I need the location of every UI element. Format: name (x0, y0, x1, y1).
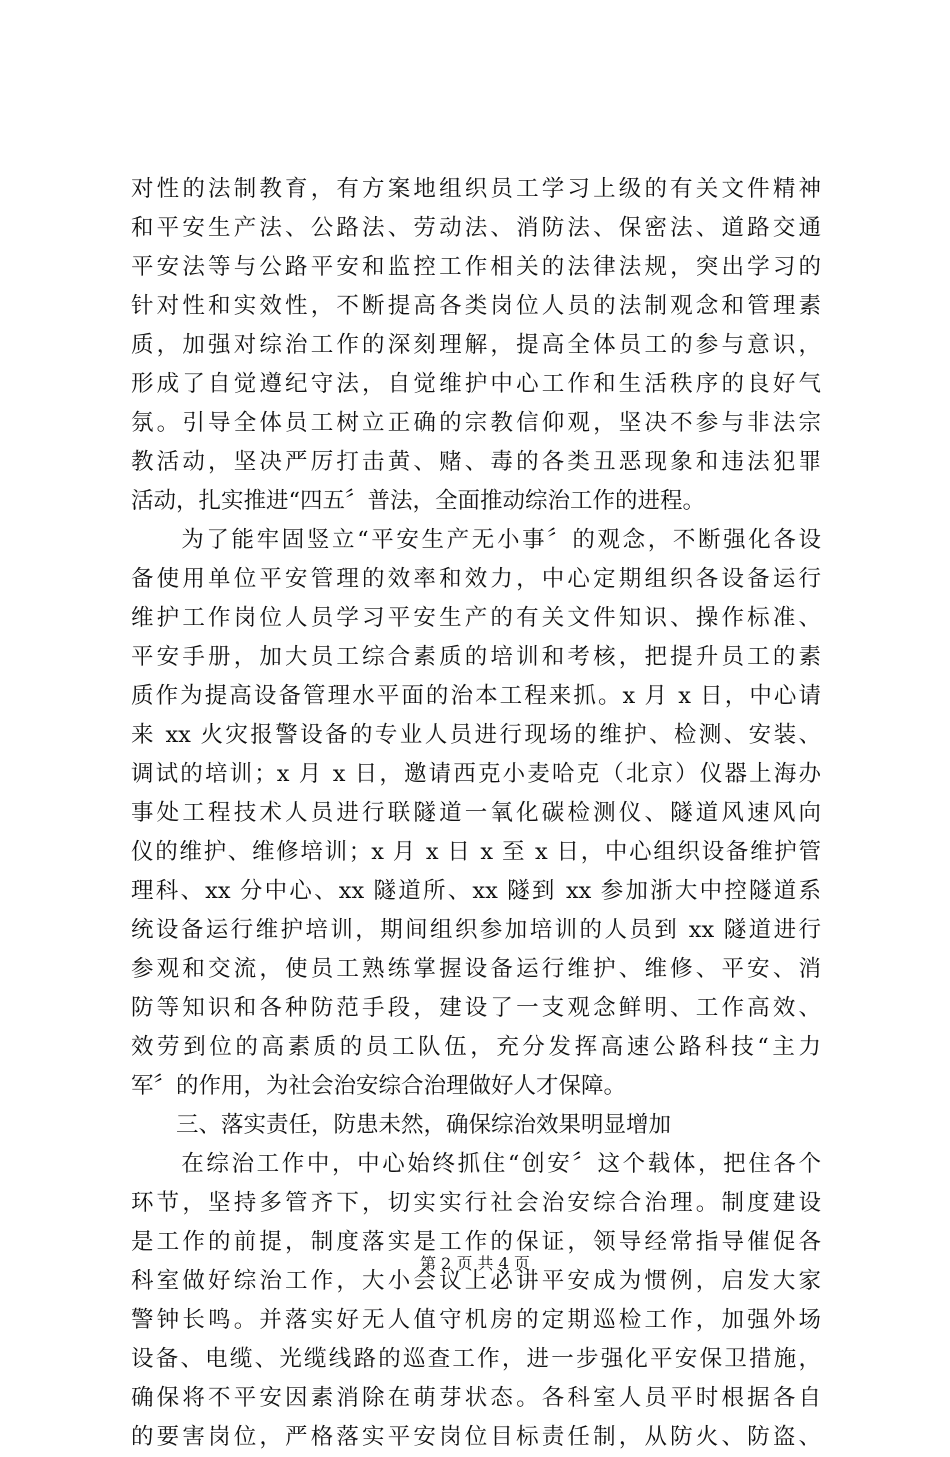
text-line: 备使用单位平安管理的效率和效力，中心定期组织各设备运行 (131, 566, 821, 592)
text-line: 为了能牢固竖立“平安生产无小事〞的观念，不断强化各设 (131, 527, 821, 553)
text-line: 理科、xx 分中心、xx 隧道所、xx 隧到 xx 参加浙大中控隧道系 (131, 878, 821, 904)
text-line: 统设备运行维护培训，期间组织参加培训的人员到 xx 隧道进行 (131, 917, 821, 943)
text-line: 活动，扎实推进“四五〞普法，全面推动综治工作的进程。 (131, 488, 706, 514)
text-line: 事处工程技术人员进行联隧道一氧化碳检测仪、隧道风速风向 (131, 800, 821, 826)
page-number: 第 2 页 共 4 页 (420, 1254, 530, 1273)
text-line: 是工作的前提，制度落实是工作的保证，领导经常指导催促各 (131, 1229, 821, 1255)
text-line: 质作为提高设备管理水平面的治本工程来抓。x 月 x 日，中心请 (131, 683, 821, 709)
text-line: 军〞的作用，为社会治安综合治理做好人才保障。 (131, 1073, 627, 1099)
text-line: 科室做好综治工作，大小会议上必讲平安成为惯例，启发大家 (131, 1268, 821, 1294)
text-line: 环节，坚持多管齐下，切实实行社会治安综合治理。制度建设 (131, 1190, 821, 1216)
text-line: 参观和交流，使员工熟练掌握设备运行维护、维修、平安、消 (131, 956, 821, 982)
text-line: 质，加强对综治工作的深刻理解，提高全体员工的参与意识， (131, 332, 821, 358)
section-heading: 三、落实责任，防患未然，确保综治效果明显增加 (131, 1112, 672, 1138)
text-line: 确保将不平安因素消除在萌芽状态。各科室人员平时根据各自 (131, 1385, 821, 1411)
text-line: 教活动，坚决严厉打击黄、赌、毒的各类丑恶现象和违法犯罪 (131, 449, 821, 475)
text-line: 效劳到位的高素质的员工队伍，充分发挥高速公路科技“主力 (131, 1034, 821, 1060)
text-line: 警钟长鸣。并落实好无人值守机房的定期巡检工作，加强外场 (131, 1307, 821, 1333)
text-line: 防等知识和各种防范手段，建设了一支观念鲜明、工作高效、 (131, 995, 821, 1021)
text-line: 在综治工作中，中心始终抓住“创安〞这个载体，把住各个 (131, 1151, 821, 1177)
text-line: 和平安生产法、公路法、劳动法、消防法、保密法、道路交通 (131, 215, 821, 241)
text-line: 维护工作岗位人员学习平安生产的有关文件知识、操作标准、 (131, 605, 821, 631)
page-footer (0, 1254, 950, 1274)
text-line: 针对性和实效性，不断提高各类岗位人员的法制观念和管理素 (131, 293, 821, 319)
text-line: 的要害岗位，严格落实平安岗位目标责任制，从防火、防盗、 (131, 1424, 821, 1450)
text-line: 氛。引导全体员工树立正确的宗教信仰观，坚决不参与非法宗 (131, 410, 821, 436)
text-line: 对性的法制教育，有方案地组织员工学习上级的有关文件精神 (131, 176, 821, 202)
text-line: 平安手册，加大员工综合素质的培训和考核，把提升员工的素 (131, 644, 821, 670)
text-line: 平安法等与公路平安和监控工作相关的法律法规，突出学习的 (131, 254, 821, 280)
text-line: 来 xx 火灾报警设备的专业人员进行现场的维护、检测、安装、 (131, 722, 821, 748)
text-line: 设备、电缆、光缆线路的巡查工作，进一步强化平安保卫措施， (131, 1346, 821, 1372)
text-line: 调试的培训；x 月 x 日，邀请西克小麦哈克（北京）仪器上海办 (131, 761, 821, 787)
text-line: 形成了自觉遵纪守法，自觉维护中心工作和生活秩序的良好气 (131, 371, 821, 397)
text-line: 仪的维护、维修培训；x 月 x 日 x 至 x 日，中心组织设备维护管 (131, 839, 821, 865)
